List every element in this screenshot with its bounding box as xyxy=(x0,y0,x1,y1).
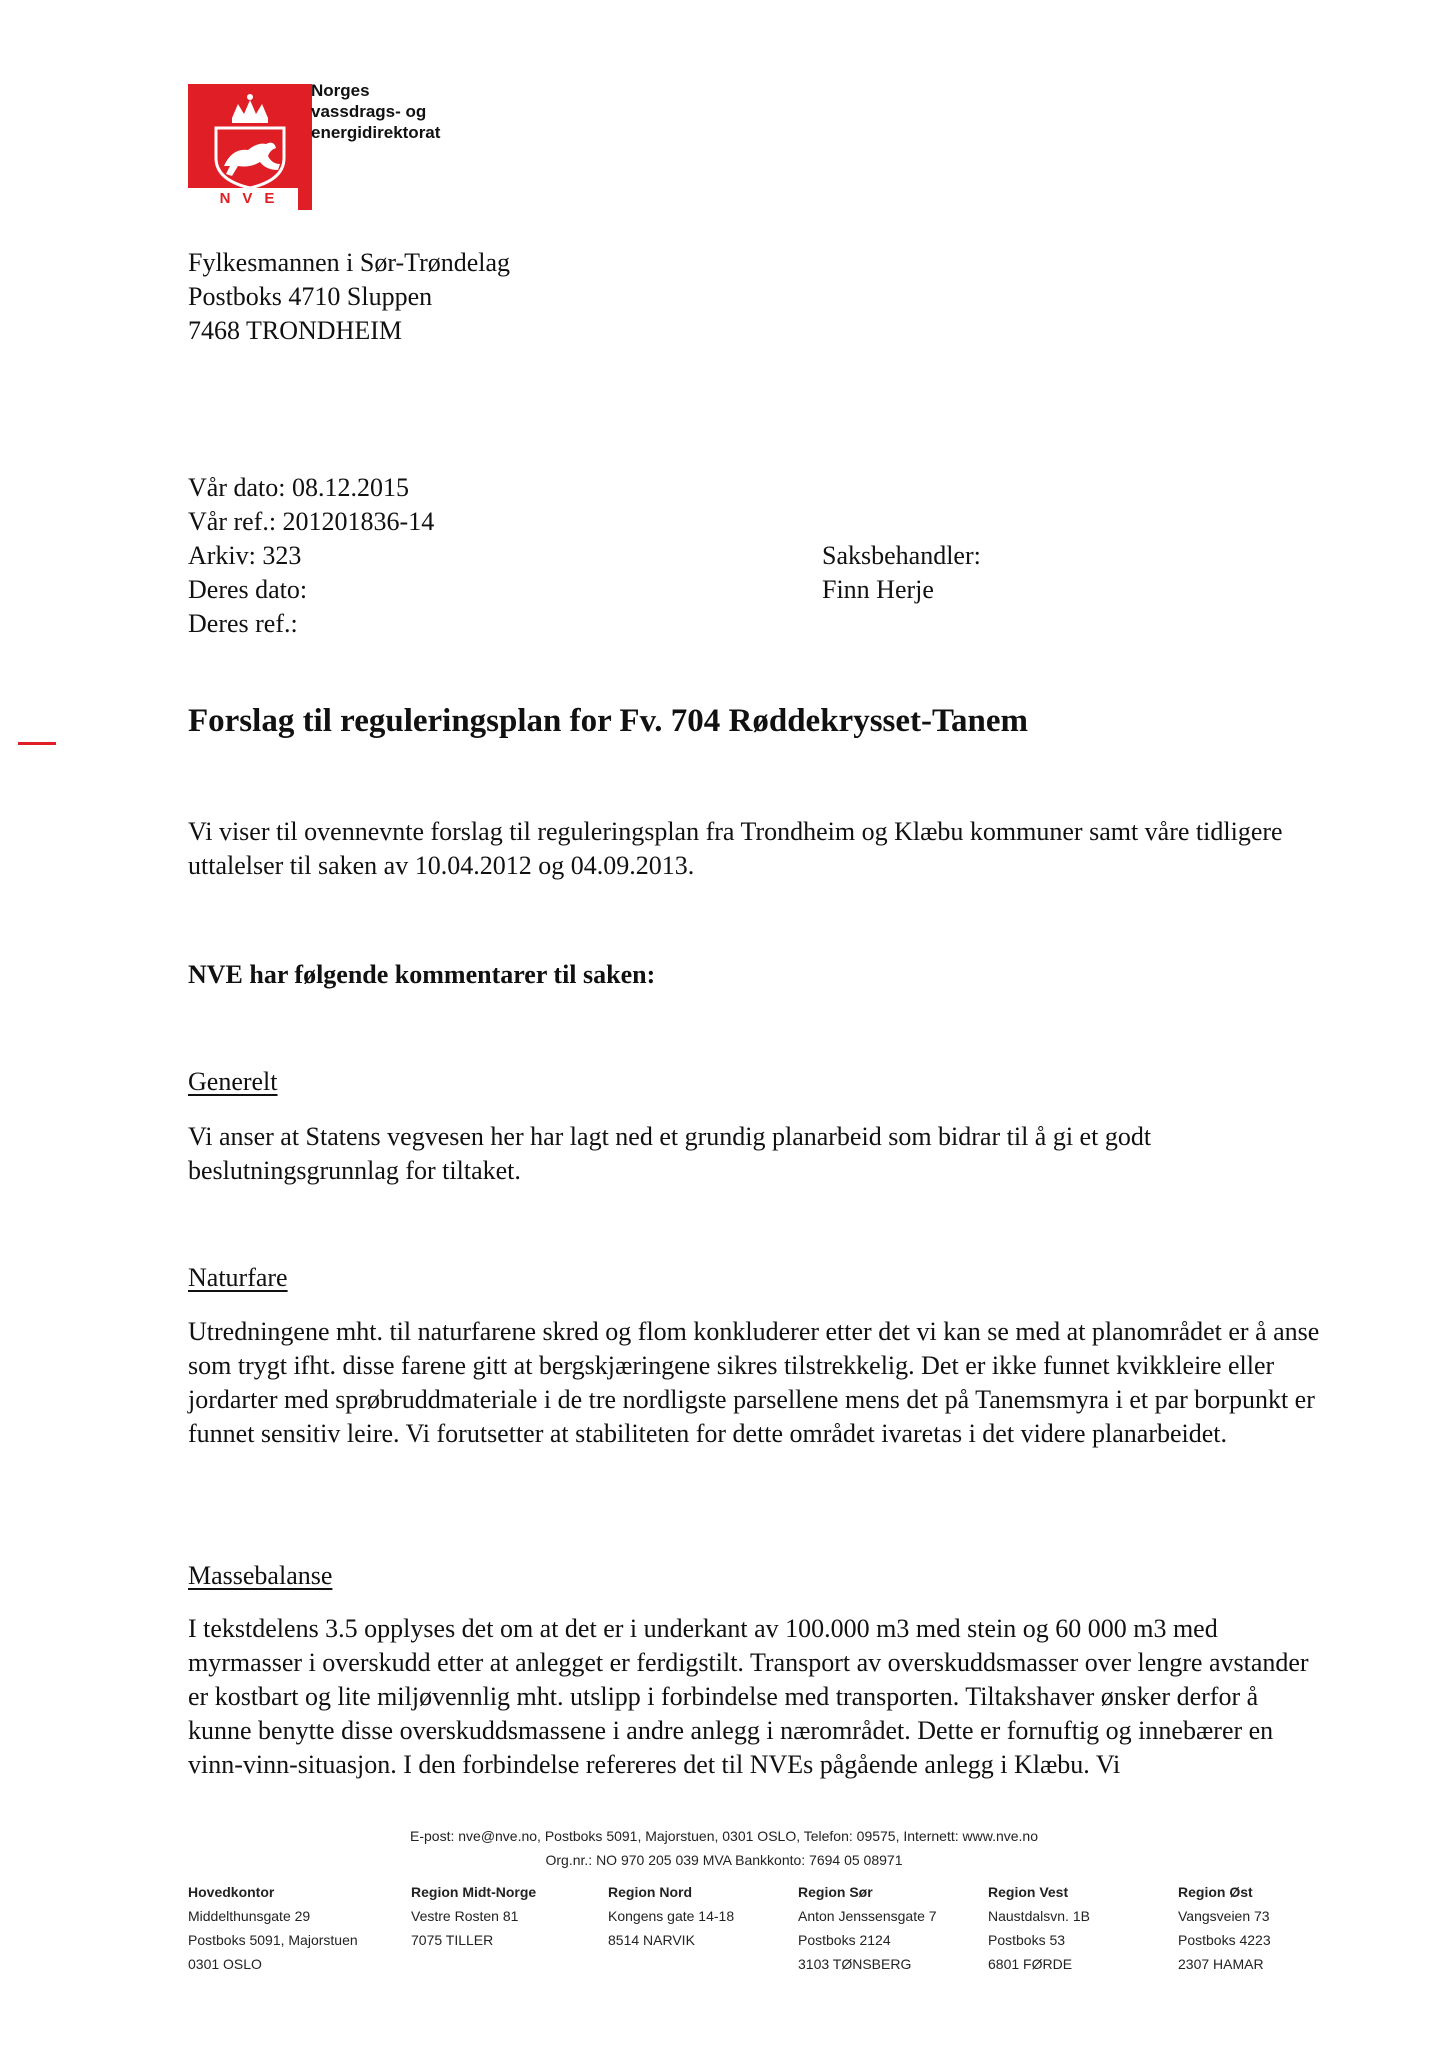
section-text-naturfare: Utredningene mht. til naturfarene skred og flom konkluderer etter det vi kan se med at planområdet er å anse som trygt ifht. disse farene gitt at bergskjæringene sikres tilstrekkelig. Det er ikke funnet kvikkleire eller jordarter med sprøbruddmateriale i de tre nordligste parsellene mens det på Tanemsmyra i et par borpunkt er funnet sensitiv leire. Vi forutsetter at stabiliteten for dette området ivaretas i det videre planarbeidet. xyxy=(188,1317,1320,1448)
section-heading-naturfare: Naturfare xyxy=(188,1263,288,1292)
office-hovedkontor xyxy=(188,1880,358,1976)
logo-name xyxy=(311,80,440,143)
office-region-vest xyxy=(988,1880,1090,1976)
letter-title: Forslag til reguleringsplan for Fv. 704 Røddekrysset-Tanem xyxy=(188,703,1028,739)
office-line: 7075 TILLER xyxy=(411,1932,494,1948)
recipient-line-3: 7468 TRONDHEIM xyxy=(188,316,403,345)
office-region-nord xyxy=(608,1880,734,1952)
your-date: Deres dato: xyxy=(188,575,308,604)
section-text-generelt: Vi anser at Statens vegvesen her har lagt ned et grundig planarbeid som bidrar til å gi et godt beslutningsgrunnlag for tiltaket. xyxy=(188,1122,1152,1185)
comments-heading: NVE har følgende kommentarer til saken: xyxy=(188,960,656,989)
case-handler-name: Finn Herje xyxy=(822,575,934,604)
office-region-sor xyxy=(798,1880,937,1976)
office-region-ost xyxy=(1178,1880,1271,1976)
office-region-midt-norge xyxy=(411,1880,536,1952)
your-reference: Deres ref.: xyxy=(188,609,298,638)
our-reference: Vår ref.: 201201836-14 xyxy=(188,507,435,536)
office-line: Kongens gate 14-18 xyxy=(608,1908,735,1924)
office-name: Region Nord xyxy=(608,1884,692,1900)
footer-org-number: Org.nr.: NO 970 205 039 MVA Bankkonto: 7694 05 08971 xyxy=(545,1852,903,1868)
office-line: Postboks 2124 xyxy=(798,1932,891,1948)
office-line: Postboks 53 xyxy=(988,1932,1066,1948)
recipient-address xyxy=(188,246,510,348)
logo-abbreviation: NVE xyxy=(219,190,287,207)
logo-name-line-2: vassdrags- og xyxy=(311,102,427,121)
office-line: Postboks 5091, Majorstuen xyxy=(188,1932,358,1948)
office-name: Region Øst xyxy=(1178,1884,1253,1900)
intro-paragraph: Vi viser til ovennevnte forslag til reguleringsplan fra Trondheim og Klæbu kommuner samt våre tidligere uttalelser til saken av 10.04.2012 og 04.09.2013. xyxy=(188,817,1283,880)
office-name: Region Sør xyxy=(798,1884,873,1900)
office-line: Middelthunsgate 29 xyxy=(188,1908,311,1924)
office-name: Hovedkontor xyxy=(188,1884,275,1900)
recipient-line-2: Postboks 4710 Sluppen xyxy=(188,282,433,311)
footer-contact: E-post: nve@nve.no, Postboks 5091, Majorstuen, 0301 OSLO, Telefon: 09575, Internett: www.nve.no xyxy=(410,1828,1038,1844)
office-line: Postboks 4223 xyxy=(1178,1932,1271,1948)
reference-block xyxy=(188,471,434,641)
case-handler-label: Saksbehandler: xyxy=(822,541,981,570)
nve-logo xyxy=(188,84,312,210)
section-heading-generelt: Generelt xyxy=(188,1067,278,1096)
office-line: 6801 FØRDE xyxy=(988,1956,1073,1972)
recipient-line-1: Fylkesmannen i Sør-Trøndelag xyxy=(188,248,511,277)
office-line: Vestre Rosten 81 xyxy=(411,1908,519,1924)
office-line: Naustdalsvn. 1B xyxy=(988,1908,1090,1924)
our-date: Vår dato: 08.12.2015 xyxy=(188,473,409,502)
section-heading-massebalanse: Massebalanse xyxy=(188,1561,333,1590)
office-line: Vangsveien 73 xyxy=(1178,1908,1270,1924)
logo-name-line-3: energidirektorat xyxy=(311,123,441,142)
office-line: 2307 HAMAR xyxy=(1178,1956,1264,1972)
office-line: 0301 OSLO xyxy=(188,1956,262,1972)
office-name: Region Midt-Norge xyxy=(411,1884,537,1900)
logo-name-line-1: Norges xyxy=(311,81,370,100)
case-handler-block xyxy=(822,539,981,607)
office-name: Region Vest xyxy=(988,1884,1069,1900)
office-line: 8514 NARVIK xyxy=(608,1932,695,1948)
section-text-massebalanse: I tekstdelens 3.5 opplyses det om at det er i underkant av 100.000 m3 med stein og 60 000 m3 med myrmasser i overskudd etter at anlegget er ferdigstilt. Transport av overskuddsmasser over lengre avstander er kostbart og lite miljøvennlig mht. utslipp i forbindelse med transporten. Tiltakshaver ønsker derfor å kunne benytte disse overskuddsmassene i andre anlegg i nærområdet. Dette er fornuftig og innebærer en vinn-vinn-situasjon. I den forbindelse refereres det til NVEs pågående anlegg i Klæbu. Vi xyxy=(188,1614,1309,1779)
fold-mark xyxy=(18,742,56,745)
office-line: Anton Jenssensgate 7 xyxy=(798,1908,937,1924)
archive-number: Arkiv: 323 xyxy=(188,541,302,570)
office-line: 3103 TØNSBERG xyxy=(798,1956,912,1972)
